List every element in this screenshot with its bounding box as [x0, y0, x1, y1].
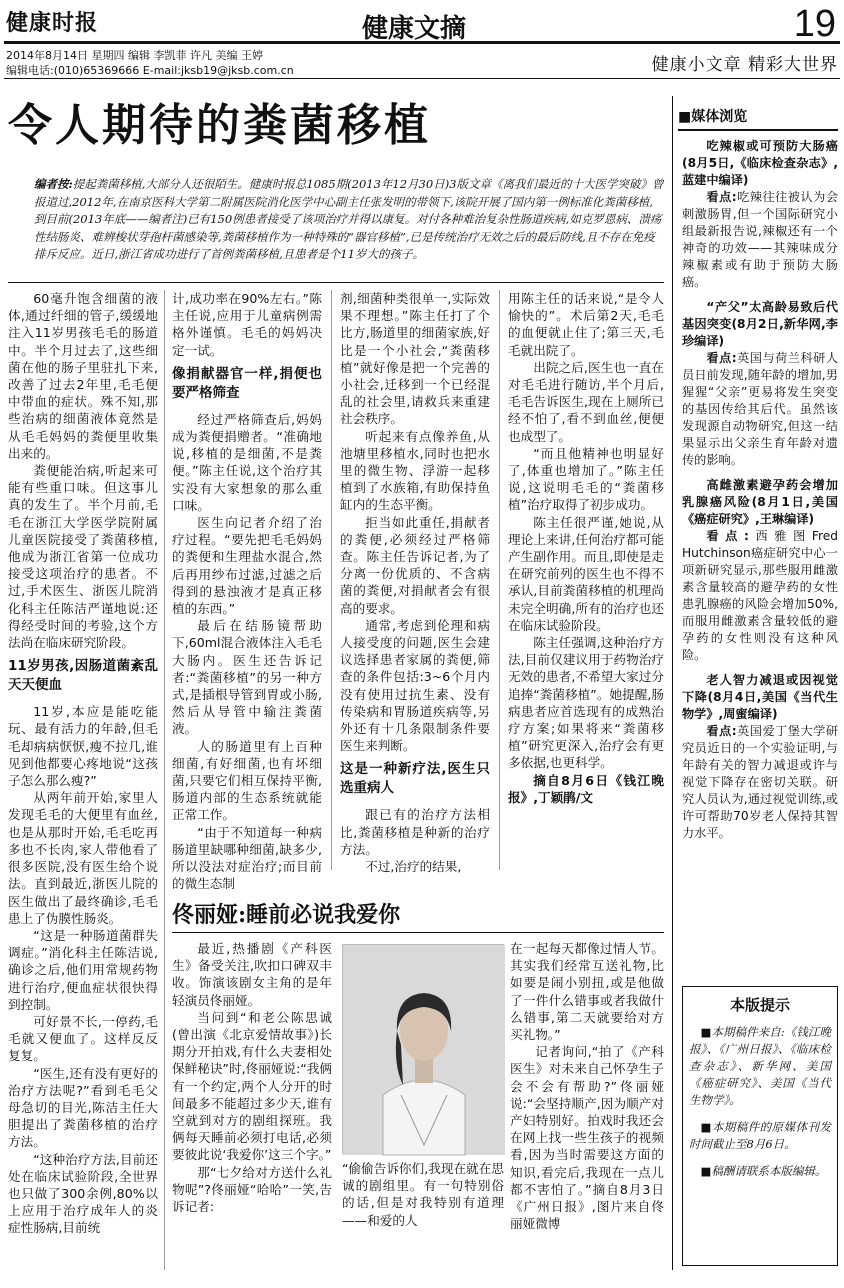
article-column-1 — [8, 290, 158, 1270]
paragraph: 跟已有的治疗方法相比,粪菌移植是种新的治疗方法。 — [340, 807, 490, 857]
paragraph: 陈主任强调,这种治疗方法,目前仅建议用于药物治疗无效的患者,不希望大家过分追捧“粪菌移植”。她提醒,肠病患者应首选现有的成熟治疗方案;如果将来“粪菌移植”研究更深入,治疗会有更多依据,也更科学。 — [508, 635, 664, 771]
column-divider — [164, 290, 165, 1270]
notice-box — [682, 986, 838, 1266]
paragraph: 陈主任很严谨,她说,从理论上来讲,任何治疗都可能产生副作用。而且,即使是走在研究前列的医生也不得不承认,目前粪菌移植的机理尚未完全明确,所有的治疗也还在临床试验阶段。 — [508, 514, 664, 633]
digest-point: 看点:英国爱丁堡大学研究员近日的一个实验证明,与年龄有关的智力减退或许与视觉下降存在密切关联。研究人员认为,通过视觉训练,或许可帮助70岁老人保持其智力水平。 — [682, 724, 839, 840]
article-column-3 — [340, 290, 490, 875]
paragraph: 当问到“和老公陈思诚(曾出演《北京爱情故事》)长期分开拍戏,有什么夫妻相处保鲜秘诀”时,佟丽娅说:“我俩有一个约定,两个人分开的时间最多不能超过多少天,谁有空就到对方的剧组探班。我俩每天睡前必须打电话,必须要彼此说‘我爱你’这三个字。” — [172, 1009, 332, 1163]
column-divider — [499, 290, 500, 870]
article-column — [510, 940, 664, 1270]
editor-note-label: 编者按: — [34, 177, 73, 191]
paragraph: 用陈主任的话来说,“是令人愉快的”。术后第2天,毛毛的血便就止住了;第三天,毛毛就出院了。 — [508, 291, 664, 358]
paragraph: 拒当如此重任,捐献者的粪便,必须经过严格筛查。陈主任告诉记者,为了分离一份优质的、不含病菌的粪便,对捐献者会有很高的要求。 — [340, 514, 490, 616]
notice-text: ■本期稿件来自:《钱江晚报》、《广州日报》、《临床检查杂志》、新华网、美国《癌症研究》、美国《当代生物学》。 — [689, 1025, 831, 1107]
newspaper-logo: 健康时报 — [6, 10, 99, 36]
editor-note-text: 提起粪菌移植,大部分人还很陌生。健康时报总1085期(2013年12月30日)3版文章《离我们最近的十大医学突破》曾报道过,2012年,在南京医科大学第二附属医院消化医学中心副主任张发明的带领下,该院开展了国内第一例标准化粪菌移植,到目前(2013年底——编者注)已有150例患者接受了该项治疗并得以康复。对付各种难治复杂性肠道疾病,如克罗恩病、溃疡性结肠炎、难辨梭状芽孢杆菌感染等,粪菌移植作为一种特殊的“器官移植”,已是传统治疗无效之后的最后防线,且不存在免疫排斥反应。近日,浙江省成功进行了首例粪菌移植,且患者是个11岁大的孩子。 — [34, 177, 664, 261]
digest-point: 看点:吃辣往往被认为会刺激肠胃,但一个国际研究小组最新报告说,辣椒还有一个神奇的功效——其辣味成分辣椒素或有助于预防大肠癌。 — [682, 190, 839, 289]
paragraph: 那“七夕给对方送什么礼物呢”?佟丽娅“哈哈”一笑,告诉记者: — [172, 1164, 332, 1215]
paragraph: 人的肠道里有上百种细菌,有好细菌,也有坏细菌,只要它们相互保持平衡,肠道内部的生态系统就能正常工作。 — [172, 738, 322, 823]
paragraph: 在一起每天都像过情人节。其实我们经常互送礼物,比如要是闹小别扭,或是他做了一件什么错事或者我做什么错事,第二天就要给对方买礼物。” — [510, 941, 664, 1043]
article-column-2 — [172, 290, 322, 892]
paragraph: 医生向记者介绍了治疗过程。“要先把毛毛妈妈的粪便和生理盐水混合,然后再用纱布过滤,过滤之后得到的悬浊液才是真正移植的东西。” — [172, 515, 322, 617]
notice-text: ■本期稿件的原媒体刊发时间截止至8月6日。 — [689, 1120, 831, 1151]
article-headline: 令人期待的粪菌移植 — [8, 100, 431, 151]
portrait-icon — [343, 945, 505, 1155]
section-title: 健康文摘 — [362, 14, 467, 44]
paragraph: 剂,细菌种类很单一,实际效果不理想。”陈主任打了个比方,肠道里的细菌家族,好比是一个小社会,“粪菌移植”就好像是把一个完善的小社会,迁移到一个已经混乱的社会里,请救兵来重建社会秩序。 — [340, 291, 490, 427]
paragraph: “由于不知道每一种病肠道里缺哪种细菌,缺多少,所以没法对症治疗;而目前的微生态制 — [172, 824, 322, 892]
subheading: 11岁男孩,因肠道菌紊乱天天便血 — [8, 658, 158, 694]
masthead — [4, 4, 840, 44]
column-divider — [331, 290, 332, 870]
paragraph: “这是一种肠道菌群失调症。”消化科主任陈洁说,确诊之后,他们用常规药物进行治疗,便血症状很快得到控制。 — [8, 927, 158, 1012]
article-column-4 — [508, 290, 664, 870]
digest-title: 老人智力减退或因视觉下降(8月4日,美国《当代生物学》,周蜜编译) — [682, 673, 838, 721]
divider — [4, 78, 840, 79]
digest-title: 吃辣椒或可预防大肠癌(8月5日,《临床检查杂志》,蓝建中编译) — [682, 139, 838, 187]
page-number: 19 — [793, 3, 836, 45]
paragraph: 记者询问,“拍了《产科医生》对未来自己怀孕生子会不会有帮助?”佟丽娅说:“会坚持顺产,因为顺产对产妇特别好。拍戏时我还会在网上找一些生孩子的视频看,因为当时需要这方面的知识,看完后,我现在一点儿都不害怕了。”摘自8月3日《广州日报》,图片来自佟丽娅微博 — [510, 1044, 664, 1232]
article-column — [342, 1160, 504, 1270]
column-divider — [672, 96, 673, 1270]
paragraph: 不过,治疗的结果, — [365, 859, 462, 875]
paragraph: 出院之后,医生也一直在对毛毛进行随访,半个月后,毛毛告诉医生,现在上厕所已经不怕了,看不到血丝,便便也成型了。 — [508, 359, 664, 444]
paragraph: “而且他精神也明显好了,体重也增加了。”陈主任说,这说明毛毛的“粪菌移植”治疗取得了初步成功。 — [508, 445, 664, 513]
notice-text: ■稿酬请联系本版编辑。 — [700, 1164, 827, 1178]
divider — [172, 932, 664, 933]
paragraph: 11岁,本应是能吃能玩、最有活力的年龄,但毛毛却病病恹恹,瘦不拉几,谁见到他都要心疼地说“这孩子怎么那么瘦?” — [8, 704, 158, 789]
paragraph: 听起来有点像养鱼,从池塘里移植水,同时也把水里的微生物、浮游一起移植到了水族箱,有助保持鱼缸内的生态平衡。 — [340, 428, 490, 513]
paragraph: 从两年前开始,家里人发现毛毛的大便里有血丝,也是从那时开始,毛毛吃再多也不长肉,家人带他看了很多医院,没有医生给个说法。直到最近,浙医儿院的医生做出了最终确诊,毛毛患上了伪膜性肠炎。 — [8, 790, 158, 926]
subheading: 这是一种新疗法,医生只选重病人 — [340, 761, 490, 797]
paragraph: “偷偷告诉你们,我现在就在思诚的剧组里。有一句特别俗的话,但是对我特别有道理——和爱的人 — [342, 1161, 504, 1228]
divider — [8, 282, 664, 283]
paragraph: 可好景不长,一停药,毛毛就又便血了。这样反反复复。 — [8, 1013, 158, 1064]
paragraph: 最近,热播剧《产科医生》备受关注,吹扣口碑双丰收。饰演该剧女主角的是年轻演员佟丽娅。 — [172, 941, 332, 1008]
portrait-photo — [342, 944, 504, 1154]
paragraph: 60毫升饱含细菌的液体,通过纤细的管子,缓缓地注入11岁男孩毛毛的肠道中。半个月过去了,这些细菌在他的肠子里驻扎下来,改善了过去2年里,毛毛便中带血的症状。殊不知,那些治病的细菌液体竟然是从毛毛妈妈的粪便里收集出来的。 — [8, 291, 158, 461]
digest-title: “产父”太高龄易致后代基因突变(8月2日,新华网,李珍编译) — [682, 300, 838, 348]
paragraph: 经过严格筛查后,妈妈成为粪便捐赠者。“准确地说,移植的是细菌,不是粪便。”陈主任说,这个治疗其实没有大家想象的那么重口味。 — [172, 411, 322, 513]
digest-title: 高雌激素避孕药会增加乳腺癌风险(8月1日,美国《癌症研究》,王琳编译) — [682, 478, 838, 526]
article-column — [172, 940, 332, 1270]
digest-point: 看点:西雅图Fred Hutchinson癌症研究中心一项新研究显示,那些服用雌激素含量较高的避孕药的女性患乳腺癌的风险会增加50%,而服用雌激素含量较低的避孕药的女性则没有这种风险。 — [682, 529, 838, 662]
page-slogan: 健康小文章 精彩大世界 — [651, 55, 838, 75]
subheading: 像捐献器官一样,捐便也要严格筛查 — [172, 365, 322, 401]
paragraph: 计,成功率在90%左右。”陈主任说,应用于儿童病例需格外谨慎。毛毛的妈妈决定一试。 — [172, 291, 322, 358]
sidebar-heading: ■媒体浏览 — [678, 106, 838, 131]
paragraph: 最后在结肠镜帮助下,60ml混合液体注入毛毛大肠内。医生还告诉记者:“粪菌移植”的另一种方式,是插根导管到胃或小肠,然后从导管中输注粪菌液。 — [172, 618, 322, 737]
editor-note — [34, 176, 664, 264]
digest-point: 看点:英国与荷兰科研人员日前发现,随年龄的增加,男猩猩“父亲”更易将发生突变的基因传给其后代。虽然该发现源自动物研究,但这一结果显示出父亲生育年龄对遗传的影响。 — [682, 351, 839, 467]
paragraph: “这种治疗方法,目前还处在临床试验阶段,全世界也只做了300余例,80%以上应用于治疗成年人的炎症性肠病,目前统 — [8, 1151, 158, 1236]
article-source: 摘自8月6日《钱江晚报》,丁颖鹃/文 — [508, 772, 664, 805]
paragraph: 粪便能治病,听起来可能有些重口味。但这事儿真的发生了。半个月前,毛毛在浙江大学医学院附属儿童医院接受了粪菌移植,他成为浙江省第一位成功接受这项治疗的患者。不过,手术医生、浙医儿院消化科主任陈洁严谨地说:还得经受时间的考验,这个方法尚在临床研究阶段。 — [8, 463, 158, 651]
paragraph: “医生,还有没有更好的治疗方法呢?”看到毛毛父母急切的目光,陈洁主任大胆提出了粪菌移植的治疗方法。 — [8, 1065, 158, 1150]
editor-contact: 编辑电话:(010)65369666 E-mail:jksb19@jksb.com.cn — [6, 64, 294, 77]
media-digest — [682, 132, 838, 842]
paragraph: 通常,考虑到伦理和病人接受度的问题,医生会建议选择患者家属的粪便,筛查的条件包括:3~6个月内没有使用过抗生素、没有传染病和胃肠道疾病等,另外还有十几条限制条件要医生来判断。 — [340, 617, 490, 754]
issue-info: 2014年8月14日 星期四 编辑 李凯菲 许凡 美编 王婷 — [6, 49, 263, 62]
notice-title: 本版提示 — [729, 996, 790, 1014]
article-headline: 佟丽娅:睡前必说我爱你 — [172, 902, 401, 928]
